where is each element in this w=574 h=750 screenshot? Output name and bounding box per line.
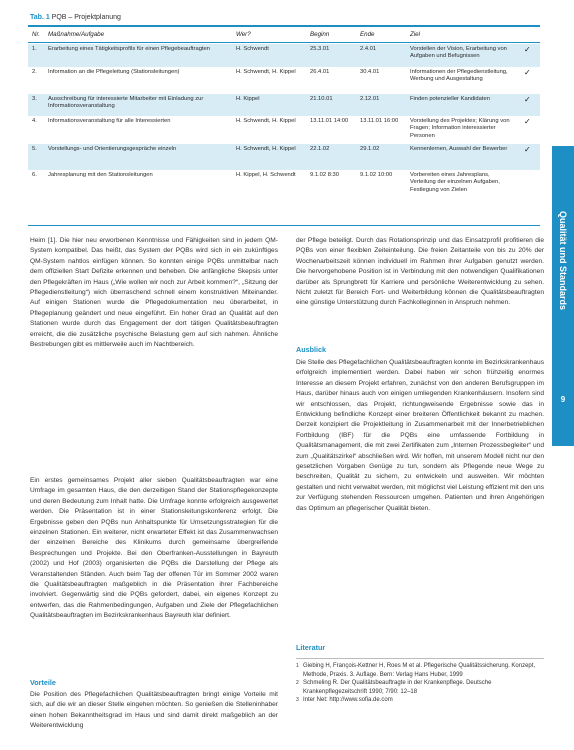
- literature-list: [296, 662, 544, 705]
- row-goal: Vorstellung des Projektes; Klärung von Fragen; Information interessierter Personen: [410, 118, 510, 139]
- header-end: Ende: [360, 31, 375, 38]
- row-task: Jahresplanung mit den Stationsleitungen: [48, 172, 153, 178]
- row-task: Ausschreibung für interessierte Mitarbeiter mit Einladung zur Informationsveranstaltung: [48, 96, 204, 110]
- row-end: 9.1.02 10:00: [360, 172, 393, 178]
- table-row: [28, 144, 540, 170]
- paragraph: der Pflege beteiligt. Durch das Rotationsprinzip und das Einsatzprofil profitieren die PQBs von einer flexiblen Zeiteinteilung. Die freien Zeitanteile von bis zu 20% der Wochenarbeitszeit können individuell im Rahmen ihrer Aufgaben genutzt werden. Die hervorgehobene Position ist in Verbindung mit den notwendigen Qualifikationen darüber als Sprungbrett für Karriere und persönliche Weiterentwicklung zu sehen. Nicht zuletzt für Bereich Fort- und Weiterbildung können die Qualitätsbeauftragten eine günstige Unterstützung durch Fachkolleginnen in Anspruch nehmen.: [296, 237, 544, 307]
- row-goal: Vorstellen der Vision, Erarbeitung von Aufgaben und Befugnissen: [410, 46, 507, 60]
- table-top-rule: [28, 25, 540, 27]
- row-goal: Vorbereiten eines Jahresplans, Verteilung der einzelnen Aufgaben, Festlegung von Zielen: [410, 172, 500, 193]
- row-task: Informationsveranstaltung für alle Interessierten: [48, 118, 171, 124]
- row-goal: Informationen der Pflegedienstleitung, Werbung und Ausgestaltung: [410, 69, 508, 83]
- row-begin: 13.11.01 14:00: [310, 118, 349, 124]
- literature-number: 2: [296, 680, 299, 686]
- table-caption-text: PQB – Projektplanung: [51, 14, 121, 21]
- row-who: H. Schwendt, H. Kippel: [236, 69, 296, 75]
- row-nr: 5.: [32, 146, 37, 152]
- table-body: [28, 44, 540, 202]
- table-row: [28, 116, 540, 144]
- header-who: Wer?: [236, 31, 251, 38]
- row-who: H. Kippel, H. Schwendt: [236, 172, 296, 178]
- row-begin: 21.10.01: [310, 96, 333, 102]
- literature-rule: [296, 658, 544, 659]
- row-who: H. Kippel: [236, 96, 260, 102]
- section-heading-ausblick: Ausblick: [296, 345, 326, 354]
- row-who: H. Schwendt: [236, 46, 269, 52]
- row-nr: 6.: [32, 172, 37, 178]
- chapter-tab-title: Qualität und Standards: [558, 211, 568, 311]
- row-who: H. Schwendt, H. Kippel: [236, 146, 296, 152]
- row-nr: 2.: [32, 69, 37, 75]
- body-left-column-3: [30, 690, 278, 732]
- paragraph: Die Stelle des Pflegefachlichen Qualitätsbeauftragten konnte im Bezirkskrankenhaus erfolgreich implementiert werden. Dabei haben wir schon frühzeitig enormes Interesse an diesem Projekt erfahren, zunächst von den anderen Berufsgruppen im Haus, darüber hinaus auch von einigen umliegenden Krankenhäusern. Insofern sind wir entschlossen, das Projekt, richtungweisende Ergebnisse sowie das in Entwicklung befindliche Konzept einer breiteren Öffentlichkeit bekannt zu machen. Derzeit konzipiert die Projektleitung in Zusammenarbeit mit der Innerbetrieblichen Fortbildung (IBF) für die PQBs eine umfassende Fortbildung in Qualitätsmanagement, die mit zwei Zertifikaten zum „Internen Prozessbegleiter“ und zum „Qualitätszirkel“ abschließen wird. Wir hoffen, mit unserem Modell nicht nur den gesetzlichen Vorgaben Genüge zu tun, sondern als Pflegende neue Wege zu beschreiten, Qualität zu sichern, zu entwickeln und ausweiten. Wir möchten gestalten und nicht verwaltet werden, mit möglichst viel Leistung effizient mit den uns zur Verfügung stehenden Ressourcen umgehen. Patienten und ihren Angehörigen das Optimum an pflegerischer Qualität bieten.: [296, 359, 545, 512]
- literature-text: Schmeling R. Der Qualitätsbeauftragte in der Krankenpflege. Deutsche Krankenpflegezeitschrift 1990; 7/90: 12–18: [303, 680, 492, 695]
- header-nr: Nr.: [32, 31, 41, 38]
- literature-item: [296, 662, 544, 679]
- paragraph: Ein erstes gemeinsames Projekt aller sieben Qualitätsbeauftragten war eine Umfrage im gesamten Haus, die den derzeitigen Stand der Stationspflegekonzepte und deren Bedeutung zum Inhalt hatte. Die Umfrage konnte erfolgreich ausgewertet werden. Die Präsentation ist in einer Stationsleitungskonferenz erfolgt. Die Ergebnisse geben den PQBs nun Anhaltspunkte für Umsetzungsstrategien für die einzelnen Stationen. Ein weiterer, nicht erwarteter Effekt ist das Zusammenwachsen der einzelnen Bereiche des Klinikums durch gemeinsame übergreifende Besprechungen und Projekte. Bei den Oberfranken-Ausstellungen in Bayreuth (2002) und Hof (2003) organisierten die PQBs die Darstellung der Pflege als Veranstaltenden Ständen. Auch beim Tag der offenen Tür im Sommer 2002 waren die Qualitätsbeauftragten maßgeblich in die Präsentation ihrer Fachbereiche involviert. Gegenwärtig sind die PQBs gefordert, dabei, ein eigenes Konzept zu entwerfen, das die Rahmenbedingungen, Aufgaben und Ziele der Pflegefachlichen Qualitätsbeauftragten im Bezirkskrankenhaus Bayreuth klar definiert.: [30, 477, 278, 620]
- table-row: [28, 94, 540, 116]
- row-task: Vorstellungs- und Orientierungsgespräche einzeln: [48, 146, 177, 152]
- row-end: 2.4.01: [360, 46, 377, 52]
- literature-item: [296, 696, 544, 705]
- literature-text: Giebing H, François-Kettner H, Roes M et al. Pflegerische Qualitätssicherung. Konzept, Methode, Praxis. 3. Auflage. Bern: Verlag Hans Huber, 1999: [303, 663, 536, 678]
- check-icon: ✓: [524, 95, 531, 104]
- table-caption: [30, 14, 121, 21]
- header-goal: Ziel: [410, 31, 420, 38]
- row-goal: Finden potenzieller Kandidaten: [410, 96, 490, 102]
- literature-text: Inter Net: http://www.sofia.de.com: [303, 697, 393, 703]
- body-right-column: [296, 236, 544, 309]
- row-end: 13.11.01 16:00: [360, 118, 399, 124]
- table-header-rule: [28, 42, 540, 43]
- row-end: 30.4.01: [360, 69, 380, 75]
- check-icon: ✓: [524, 117, 531, 126]
- table-row: [28, 170, 540, 202]
- row-begin: 25.3.01: [310, 46, 330, 52]
- check-icon: ✓: [524, 68, 531, 77]
- table-row: [28, 44, 540, 67]
- body-left-column: [30, 236, 278, 350]
- row-end: 2.12.01: [360, 96, 380, 102]
- row-end: 29.1.02: [360, 146, 380, 152]
- row-nr: 3.: [32, 96, 37, 102]
- row-nr: 1.: [32, 46, 37, 52]
- row-task: Information an die Pflegeleitung (Stationsleitungen): [48, 69, 180, 75]
- table-row: [28, 67, 540, 94]
- body-right-column-2: [296, 358, 544, 514]
- section-heading-literatur: Literatur: [296, 643, 326, 652]
- row-task: Erarbeitung eines Tätigkeitsprofils für einen Pflegebeauftragten: [48, 46, 210, 52]
- row-begin: 9.1.02 8:30: [310, 172, 340, 178]
- check-icon: ✓: [524, 45, 531, 54]
- paragraph: Die Position des Pflegefachlichen Qualitätsbeauftragten bringt einige Vorteile mit sich, auf die wir an dieser Stelle eingehen möchten. So genießen die Stelleninhaber einen hohen Bekanntheitsgrad im Haus und sind damit direkt maßgeblich an der Weiterentwicklung: [30, 691, 278, 730]
- literature-item: [296, 679, 544, 696]
- header-task: Maßnahme/Aufgabe: [48, 31, 105, 38]
- row-begin: 22.1.02: [310, 146, 330, 152]
- literature-number: 1: [296, 663, 299, 669]
- table-header: [28, 29, 540, 40]
- row-begin: 26.4.01: [310, 69, 330, 75]
- section-heading-vorteile: Vorteile: [30, 678, 56, 687]
- row-goal: Kennenlernen, Auswahl der Bewerber: [410, 146, 508, 152]
- check-icon: ✓: [524, 145, 531, 154]
- header-begin: Beginn: [310, 31, 330, 38]
- table-caption-label: Tab. 1: [30, 14, 50, 21]
- chapter-tab-number: 9: [560, 395, 566, 404]
- row-nr: 4.: [32, 118, 37, 124]
- literature-number: 3: [296, 697, 299, 703]
- body-left-column-2: [30, 476, 278, 622]
- paragraph: Heim [1]. Die hier neu erworbenen Kenntnisse und Fähigkeiten sind in jedem QM-System kompatibel. Das heißt, das System der PQBs wird sich in ein zukünftiges QM-System nahtlos einfügen können. So konnten einige PQBs unmittelbar nach dem offiziellen Start Defizite erkennen und beheben. Die anfängliche Skepsis unter den Pflegekräften im Haus („Wie wollen wir noch zur Arbeit kommen?“, „Sitzung der Pflegedienstleitung“) wich überraschend schnell einem konstruktiven Miteinander. Auf einigen Stationen wurde die Pflegedokumentation neu überarbeitet, in Pflegeplanung geändert und neue eingeführt. Ein hoher Grad an Qualität auf den Stationen wurde durch das Engagement der dort tätigen Qualitätsbeauftragten erreicht, die die zusätzliche psychische Belastung gern auf sich nahmen. Ähnliche Bestrebungen gibt es mittlerweile auch im Nachtbereich.: [30, 237, 278, 349]
- row-who: H. Schwendt, H. Kippel: [236, 118, 296, 124]
- table-bottom-rule: [28, 225, 540, 226]
